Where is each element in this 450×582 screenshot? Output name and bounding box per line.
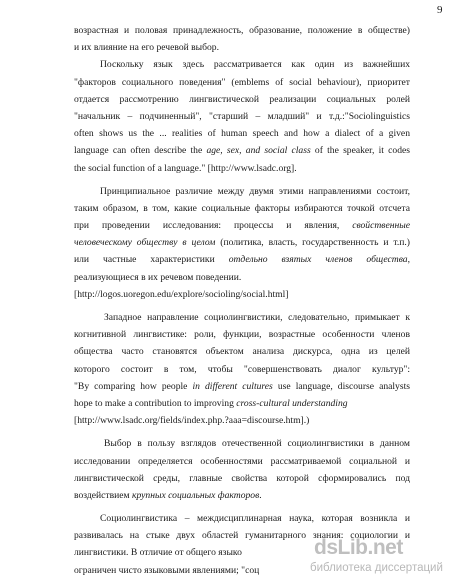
- text-line: исследовании определяется особенностями рассматриваемой социальной и: [74, 455, 410, 467]
- text-line: ограничен чисто языковыми явлениями; "соц: [74, 564, 260, 576]
- text-line: возрастная и половая принадлежность, образование, положение в обществе): [74, 25, 410, 36]
- text-line: человеческому обществу в целом (политика, власть, государственность и т.п.): [74, 237, 410, 249]
- text-line: отдается рассмотрению лингвистической реализации социальных ролей: [74, 93, 410, 105]
- italic-phrase: in different cultures: [192, 380, 273, 392]
- text-line: когнитивной лингвистике: роли, функции, возрастные особенности членов: [74, 329, 410, 341]
- text-line: Выбор в пользу взглядов отечественной социолингвистики в данном: [104, 438, 410, 450]
- watermark-logo: dsLib.net: [314, 536, 403, 559]
- text-line: "факторов социального поведения" (emblems of social behaviour), приоритет: [74, 76, 410, 88]
- text-line: таким образом, в том, какие социальные факторы избираются точкой отсчета: [74, 202, 410, 214]
- text-line: или частные характеристики отдельно взятых членов общества,: [74, 254, 410, 266]
- text-line: общества часто становятся объектом анализа дискурса, одна из целей: [74, 346, 410, 358]
- text-line: развивалась на стыке двух областей гуманитарного знания: социологии и: [74, 530, 410, 542]
- watermark: [300, 536, 450, 582]
- text-line: the social function of a language." [http://www.lsadc.org].: [74, 162, 297, 174]
- text-line: hope to make a contribution to improving cross-cultural understanding: [74, 397, 348, 409]
- text-line: "начальник – подчиненный", "старший – младший" и т.д.:"Sociolinguistics: [74, 110, 410, 122]
- italic-phrase: человеческому обществу в целом: [74, 237, 216, 249]
- text-line: которого состоит в том, чтобы "совершенствовать диалог культур":: [74, 363, 410, 375]
- text-line: воздействием крупных социальных факторов.: [74, 489, 262, 501]
- italic-phrase: отдельно взятых членов общества: [228, 254, 408, 266]
- text-line: и их влияние на его речевой выбор.: [74, 42, 220, 54]
- italic-phrase: cross-cultural understanding: [236, 397, 348, 409]
- text-line: [http://www.lsadc.org/fields/index.php.?aaa=discourse.htm].): [74, 415, 310, 427]
- text-line: лингвистики. В отличие от общего языко: [74, 547, 242, 559]
- italic-phrase: крупных социальных факторов: [132, 489, 260, 501]
- page-number: 9: [437, 4, 443, 16]
- text-line: Поскольку язык здесь рассматривается как один из важнейших: [100, 59, 410, 71]
- body-text: [74, 22, 410, 579]
- text-line: лингвистической среды, главные свойства которой сформировались под: [74, 472, 410, 484]
- text-line: при проведении исследования: процессы и явления, свойственные: [74, 220, 410, 232]
- text-line: [http://logos.uoregon.edu/explore/socioling/social.html]: [74, 288, 289, 300]
- italic-phrase: свойственные: [352, 220, 410, 232]
- text-line: language can often describe the age, sex, and social class of the speaker, it codes: [74, 145, 410, 157]
- text-line: Западное направление социолингвистики, следовательно, примыкает к: [104, 312, 410, 323]
- text-line: реализующиеся в их речевом поведении.: [74, 271, 242, 283]
- text-line: Социолингвистика – междисциплинарная наука, которая возникла и: [100, 513, 410, 525]
- watermark-subtitle: библиотека диссертаций: [310, 562, 443, 574]
- text-line: Принципиальное различие между двумя этими направлениями состоит,: [100, 185, 410, 197]
- text-line: "By comparing how people in different cultures use language, discourse analysts: [74, 380, 410, 392]
- text-line: often shows us the ... realities of human speech and how a dialect of a given: [74, 128, 410, 140]
- italic-phrase: age, sex, and social class: [206, 145, 311, 157]
